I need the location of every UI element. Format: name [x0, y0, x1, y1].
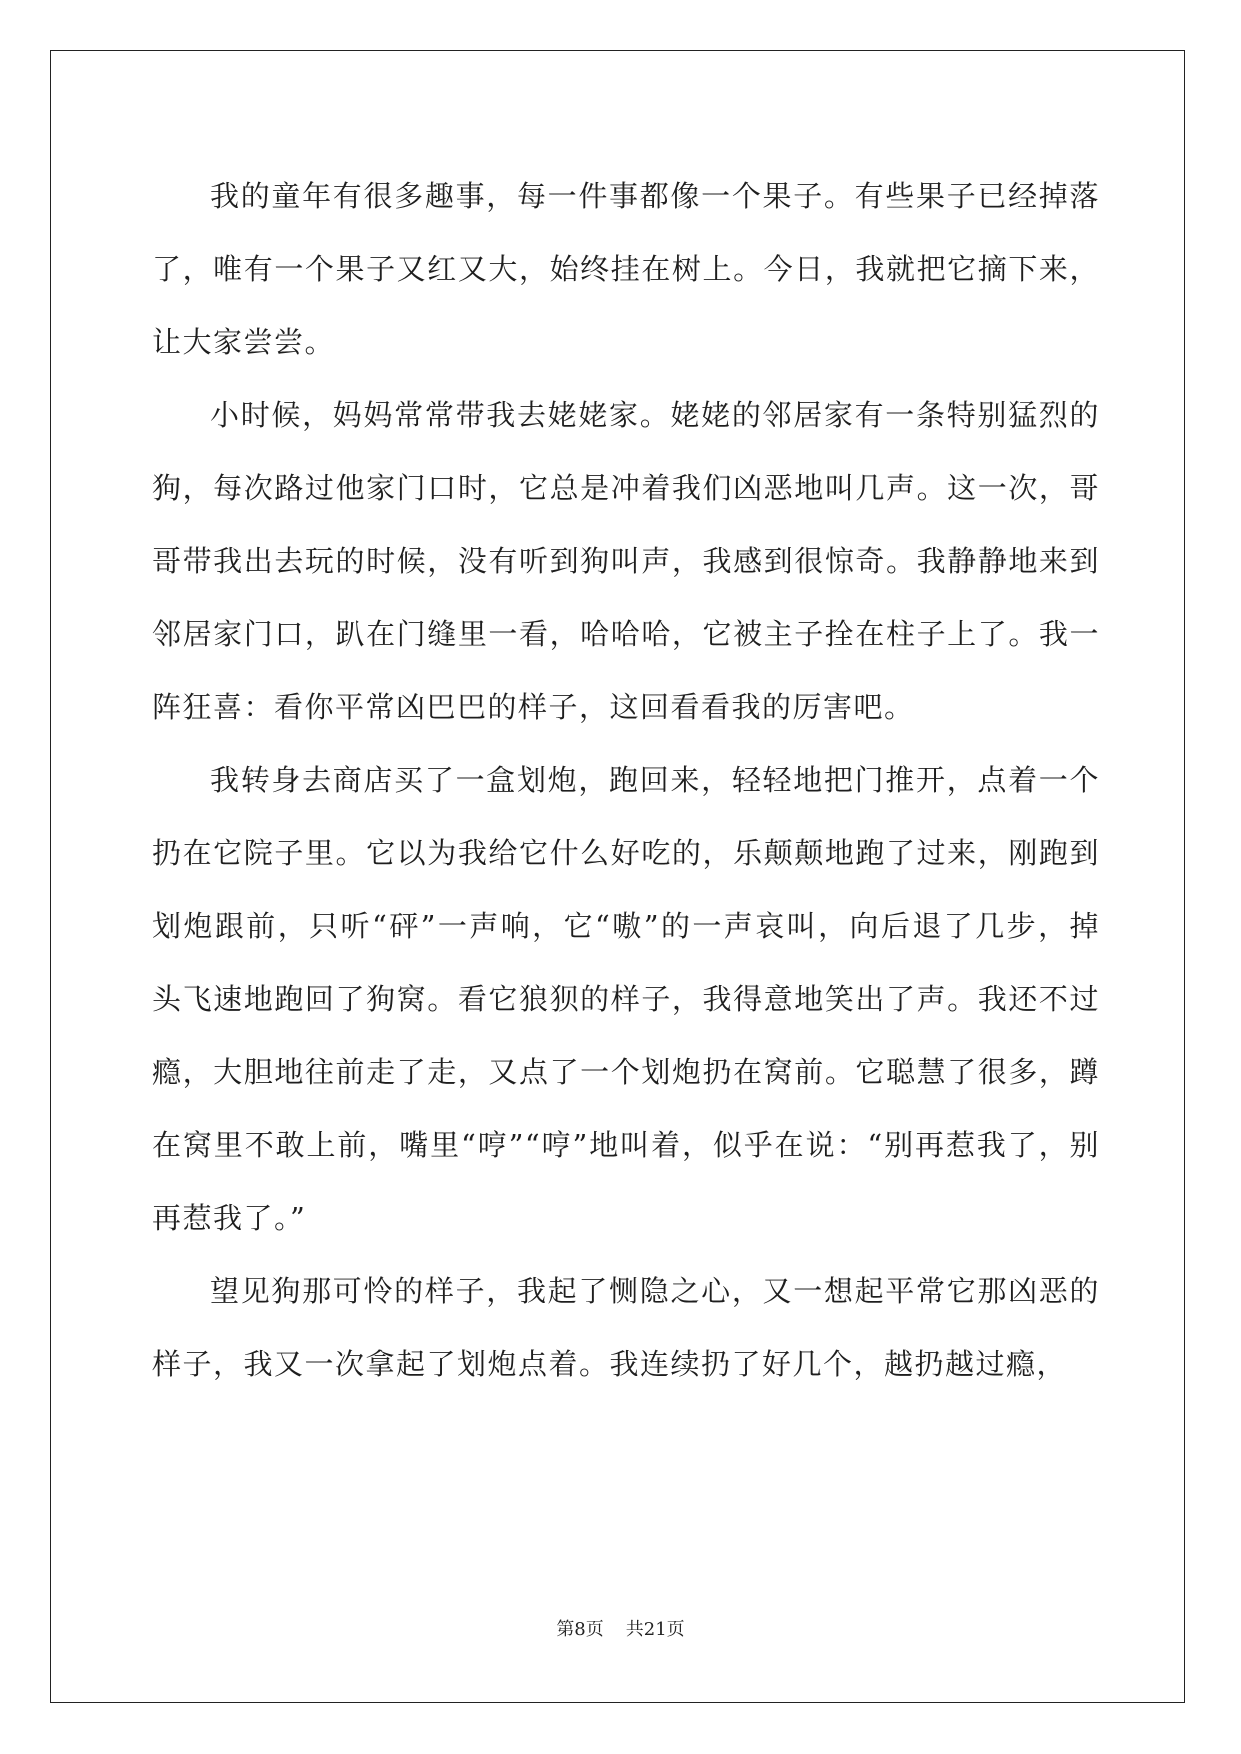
page-number-current: 第8页: [556, 1619, 604, 1640]
paragraph: 望见狗那可怜的样子，我起了恻隐之心，又一想起平常它那凶恶的样子，我又一次拿起了划炮点着。我连续扔了好几个，越扔越过瘾，: [152, 1274, 1100, 1381]
paragraph: 小时候，妈妈常常带我去姥姥家。姥姥的邻居家有一条特别猛烈的狗，每次路过他家门口时，它总是冲着我们凶恶地叫几声。这一次，哥哥带我出去玩的时候，没有听到狗叫声，我感到很惊奇。我静静地来到邻居家门口，趴在门缝里一看，哈哈哈，它被主子拴在柱子上了。我一阵狂喜：看你平常凶巴巴的样子，这回看看我的厉害吧。: [152, 398, 1100, 724]
page-number-total: 共21页: [625, 1619, 685, 1640]
paragraph: 我转身去商店买了一盒划炮，跑回来，轻轻地把门推开，点着一个扔在它院子里。它以为我给它什么好吃的，乐颠颠地跑了过来，刚跑到划炮跟前，只听“砰”一声响，它“嗷”的一声哀叫，向后退了几步，掉头飞速地跑回了狗窝。看它狼狈的样子，我得意地笑出了声。我还不过瘾，大胆地往前走了走，又点了一个划炮扔在窝前。它聪慧了很多，蹲在窝里不敢上前，嘴里“哼”“哼”地叫着，似乎在说：“别再惹我了，别再惹我了。”: [152, 763, 1100, 1235]
paragraph: 我的童年有很多趣事，每一件事都像一个果子。有些果子已经掉落了，唯有一个果子又红又大，始终挂在树上。今日，我就把它摘下来，让大家尝尝。: [152, 179, 1100, 359]
document-body: [152, 160, 1100, 1401]
page-footer: [0, 1615, 1241, 1641]
